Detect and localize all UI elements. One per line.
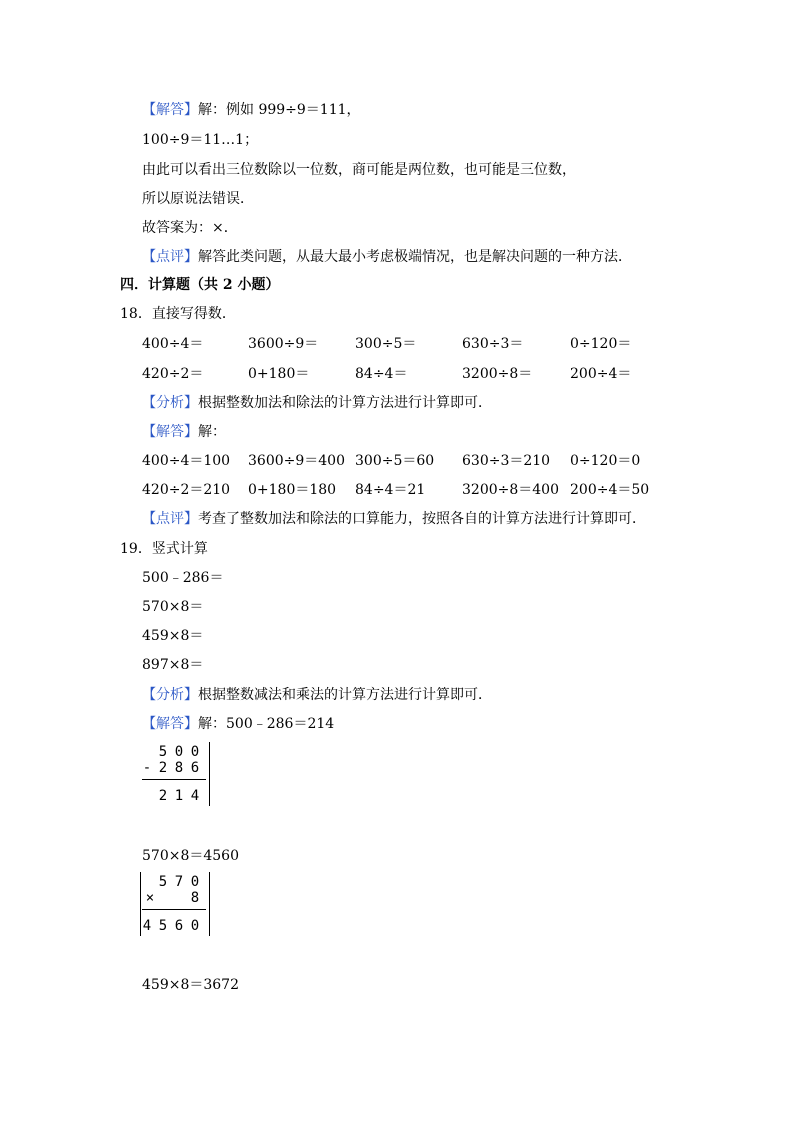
q18-answer-item: 3200÷8＝400 (462, 482, 559, 498)
comment-tag: 【点评】 (142, 511, 198, 527)
q19-problem: 897×8＝ (142, 657, 204, 673)
digit: 4 (142, 918, 152, 934)
digit: 4 (190, 788, 200, 804)
digit: 8 (174, 760, 184, 776)
digit: 0 (190, 874, 200, 890)
analysis-text: 根据整数减法和乘法的计算方法进行计算即可． (198, 687, 492, 703)
q18-answer-item: 0÷120＝0 (570, 453, 641, 469)
q18-item: 0÷120＝ (570, 336, 632, 352)
vertical-subtraction (140, 742, 212, 808)
frame-border (209, 872, 210, 936)
digit: 7 (174, 874, 184, 890)
comment-tag: 【点评】 (142, 249, 198, 265)
q17-comment-line (142, 247, 632, 267)
frame-border (209, 742, 210, 806)
q18-item: 630÷3＝ (462, 336, 524, 352)
q18-answer-item: 0+180＝180 (248, 482, 337, 498)
q18-item: 300÷5＝ (355, 336, 417, 352)
result-line (142, 779, 206, 780)
answer-tag: 【解答】 (142, 716, 198, 732)
q18-answer-item: 84÷4＝21 (355, 482, 426, 498)
q19-problem: 459×8＝ (142, 628, 204, 644)
q17-line2: 100÷9＝11…1； (142, 132, 259, 148)
q18-answer-item: 420÷2＝210 (142, 482, 231, 498)
minus-sign: - (142, 760, 152, 776)
q18-item: 0+180＝ (248, 366, 310, 382)
vertical-multiplication (140, 872, 212, 938)
q18-answer-item: 400÷4＝100 (142, 453, 231, 469)
comment-text: 考查了整数加法和除法的口算能力，按照各自的计算方法进行计算即可． (198, 511, 646, 527)
q18-answer-item: 630÷3＝210 (462, 453, 551, 469)
digit: 5 (158, 874, 168, 890)
q18-item: 3200÷8＝ (462, 366, 533, 382)
digit: 0 (174, 744, 184, 760)
q18-comment-line (142, 509, 646, 529)
answer-text: 解： (198, 424, 226, 440)
q19-problem: 570×8＝ (142, 599, 204, 615)
analysis-text: 根据整数加法和除法的计算方法进行计算即可． (198, 395, 492, 411)
analysis-tag: 【分析】 (142, 687, 198, 703)
digit: 6 (174, 918, 184, 934)
answer-text: 解：例如 999÷9＝111， (198, 102, 361, 118)
q18-title: 18．直接写得数． (120, 306, 236, 322)
q17-answer-line (142, 100, 361, 120)
digit: 8 (190, 890, 200, 906)
digit: 2 (158, 760, 168, 776)
q18-item: 3600÷9＝ (248, 336, 319, 352)
q18-analysis-line (142, 393, 492, 413)
result-line (142, 909, 206, 910)
q18-answer-item: 200÷4＝50 (570, 482, 650, 498)
q18-item: 200÷4＝ (570, 366, 632, 382)
digit: 0 (190, 744, 200, 760)
digit: 6 (190, 760, 200, 776)
q18-item: 400÷4＝ (142, 336, 204, 352)
times-sign: × (145, 890, 155, 906)
digit: 2 (158, 788, 168, 804)
q17-line4: 所以原说法错误． (142, 191, 254, 207)
q18-answer-line (142, 422, 226, 442)
q19-title: 19．竖式计算 (120, 541, 208, 557)
digit: 5 (158, 744, 168, 760)
q19-result2: 570×8＝4560 (142, 848, 239, 864)
digit: 1 (174, 788, 184, 804)
q18-answer-item: 300÷5＝60 (355, 453, 435, 469)
answer-text: 解：500﹣286＝214 (198, 716, 335, 732)
answer-tag: 【解答】 (142, 424, 198, 440)
analysis-tag: 【分析】 (142, 395, 198, 411)
q19-analysis-line (142, 685, 492, 705)
q18-item: 84÷4＝ (355, 366, 408, 382)
q18-answer-item: 3600÷9＝400 (248, 453, 345, 469)
digit: 0 (190, 918, 200, 934)
q17-line3: 由此可以看出三位数除以一位数，商可能是两位数，也可能是三位数， (142, 162, 576, 178)
q19-problem: 500﹣286＝ (142, 570, 224, 586)
q18-item: 420÷2＝ (142, 366, 204, 382)
q17-line5: 故答案为：×． (142, 220, 238, 236)
section-title: 四．计算题（共 2 小题） (120, 277, 280, 293)
q19-result3: 459×8＝3672 (142, 977, 239, 993)
digit: 5 (158, 918, 168, 934)
comment-text: 解答此类问题，从最大最小考虑极端情况，也是解决问题的一种方法． (198, 249, 632, 265)
answer-tag: 【解答】 (142, 102, 198, 118)
q19-answer-line (142, 714, 334, 734)
